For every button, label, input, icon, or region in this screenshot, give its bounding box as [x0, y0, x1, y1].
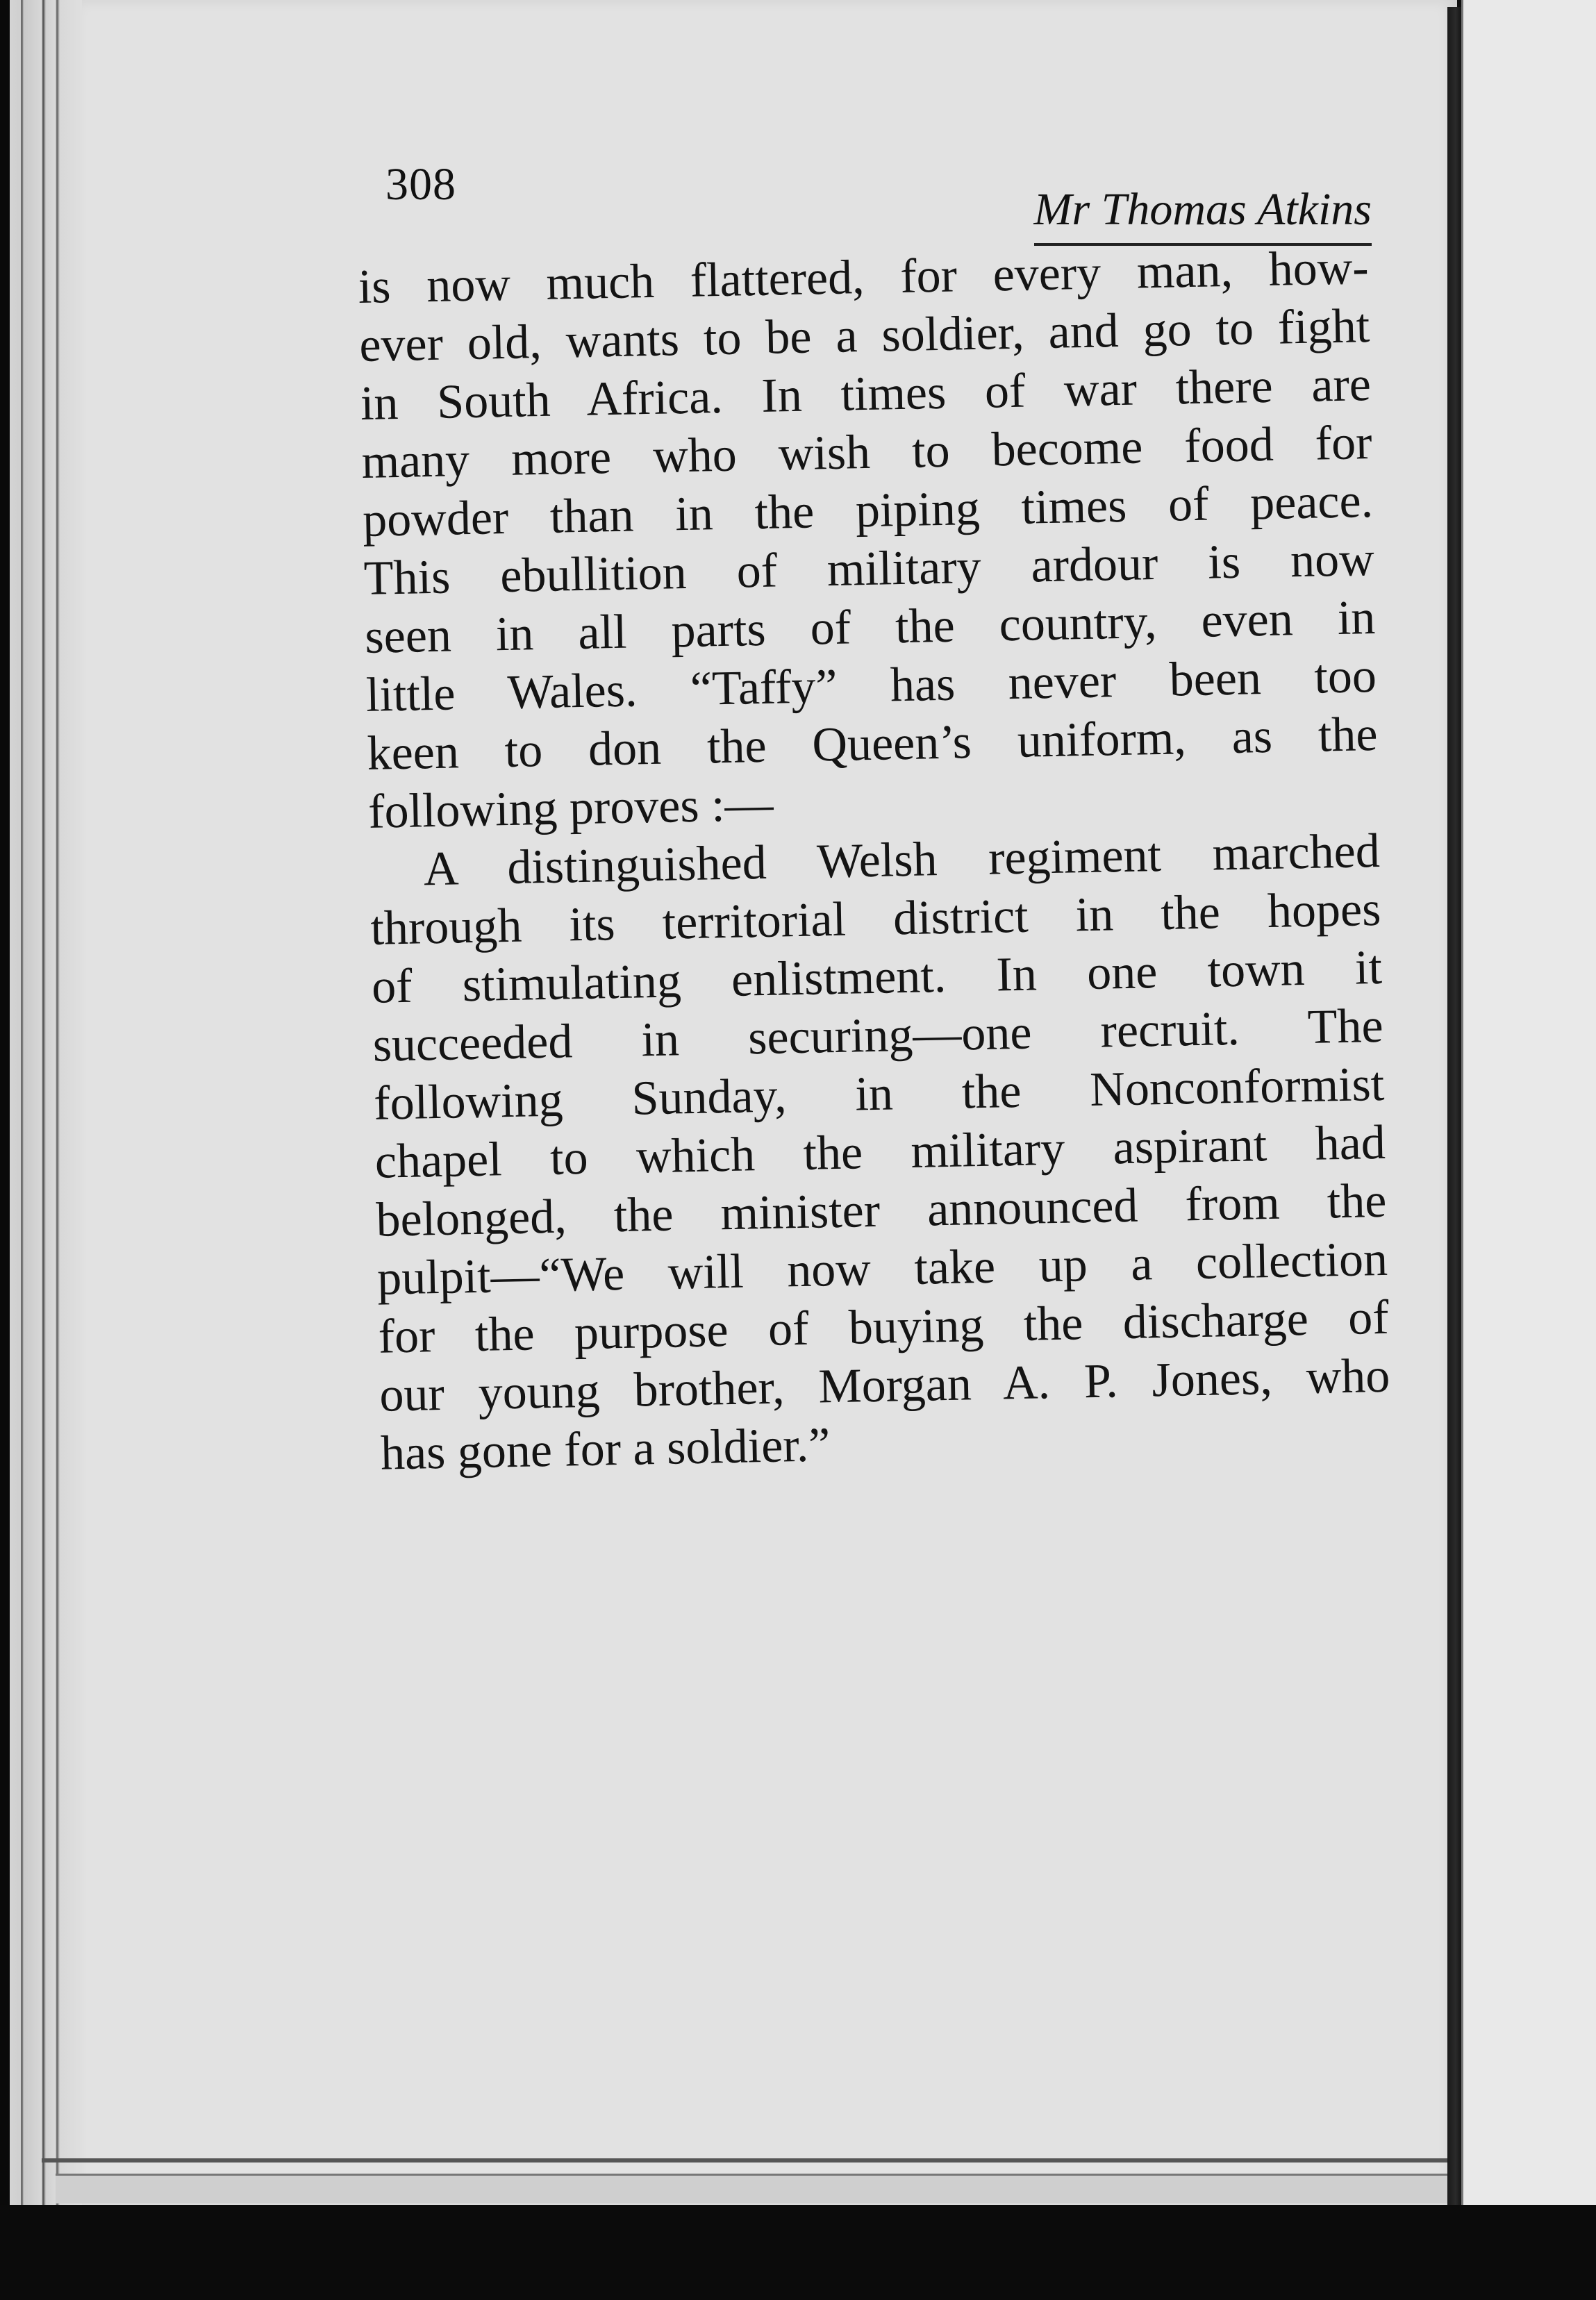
text-line: following Sunday, in the Nonconformist — [373, 1057, 1385, 1131]
page-number: 308 — [385, 159, 456, 210]
facing-page-edge — [1461, 0, 1596, 2215]
text-line: our young brother, Morgan A. P. Jones, who — [379, 1349, 1390, 1422]
page-header — [385, 158, 1372, 235]
page-gutter-shadow — [1447, 7, 1461, 2215]
text-line: powder than in the piping times of peace. — [362, 474, 1374, 547]
page-bottom-edge — [42, 2158, 1458, 2162]
text-line: This ebullition of military ardour is now — [363, 532, 1375, 606]
text-line: succeeded in securing—one recruit. The — [372, 999, 1384, 1072]
text-line: is now much flattered, for every man, how- — [358, 241, 1370, 314]
text-line: little Wales. “Taffy” has never been too — [365, 649, 1377, 722]
book-binding-edge — [0, 0, 90, 2208]
running-title: Mr Thomas Atkins — [1034, 183, 1372, 246]
text-line: through its territorial district in the hopes — [369, 882, 1382, 956]
text-line: has gone for a soldier.” — [380, 1418, 831, 1481]
text-line: keen to don the Queen’s uniform, as the — [366, 707, 1379, 781]
text-line: following proves :— — [367, 777, 774, 839]
text-line: many more who wish to become food for — [360, 416, 1373, 489]
text-line: seen in all parts of the country, even in — [364, 590, 1376, 664]
text-line: of stimulating enlistment. In one town it — [371, 940, 1383, 1014]
text-line: pulpit—“We will now take up a collection — [376, 1232, 1388, 1306]
text-line: chapel to which the military aspirant had — [374, 1115, 1386, 1189]
text-line: in South Africa. In times of war there are — [360, 358, 1372, 431]
body-text — [358, 239, 1392, 1483]
scan-background — [0, 2205, 1596, 2300]
text-line: for the purpose of buying the discharge of — [378, 1290, 1390, 1364]
text-line: belonged, the minister announced from the — [375, 1174, 1388, 1247]
text-line: ever old, wants to be a soldier, and go to fight — [358, 299, 1370, 372]
text-line: A distinguished Welsh regiment marched — [423, 824, 1381, 897]
page-stack-edge — [56, 2174, 1452, 2203]
